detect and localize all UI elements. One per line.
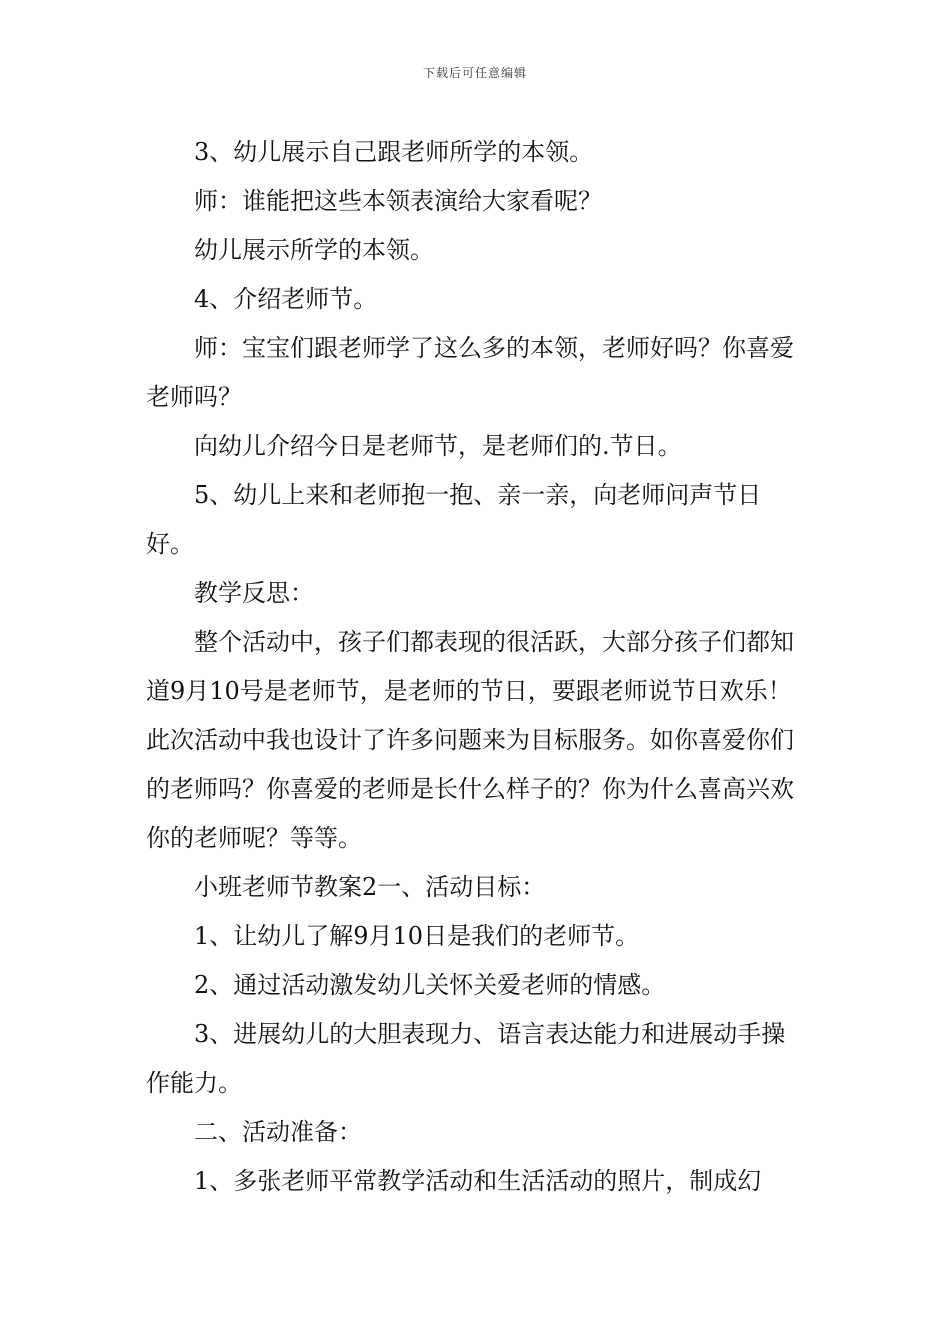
paragraph: 3、幼儿展示自己跟老师所学的本领。 — [194, 138, 594, 166]
paragraph: 5、幼儿上来和老师抱一抱、亲一亲，向老师问声节日好。 — [146, 481, 762, 558]
paragraph: 整个活动中，孩子们都表现的很活跃，大部分孩子们都知道9月10号是老师节，是老师的节日，要跟老师说节日欢乐！此次活动中我也设计了许多问题来为目标服务。如你喜爱你们的老师吗？你喜爱的老师是长什么样子的？你为什么喜高兴欢你的老师呢？等等。 — [146, 628, 794, 852]
paragraph: 幼儿展示所学的本领。 — [194, 236, 434, 264]
paragraph: 1、让幼儿了解9月10日是我们的老师节。 — [194, 922, 640, 950]
paragraph: 2、通过活动激发幼儿关怀关爱老师的情感。 — [194, 971, 666, 999]
page-header: 下载后可任意编辑 — [422, 66, 527, 80]
paragraph: 师：宝宝们跟老师学了这么多的本领，老师好吗？你喜爱老师吗？ — [146, 334, 794, 411]
paragraph: 师：谁能把这些本领表演给大家看呢？ — [194, 187, 602, 215]
paragraph: 4、介绍老师节。 — [194, 285, 378, 313]
paragraph: 3、进展幼儿的大胆表现力、语言表达能力和进展动手操作能力。 — [146, 1020, 786, 1097]
paragraph: 教学反思： — [194, 579, 314, 607]
paragraph: 向幼儿介绍今日是老师节，是老师们的.节日。 — [194, 432, 682, 460]
paragraph: 二、活动准备： — [194, 1118, 362, 1146]
paragraph: 1、多张老师平常教学活动和生活活动的照片，制成幻 — [194, 1167, 762, 1195]
document-body — [146, 128, 806, 1206]
paragraph: 小班老师节教案2一、活动目标： — [194, 873, 546, 901]
